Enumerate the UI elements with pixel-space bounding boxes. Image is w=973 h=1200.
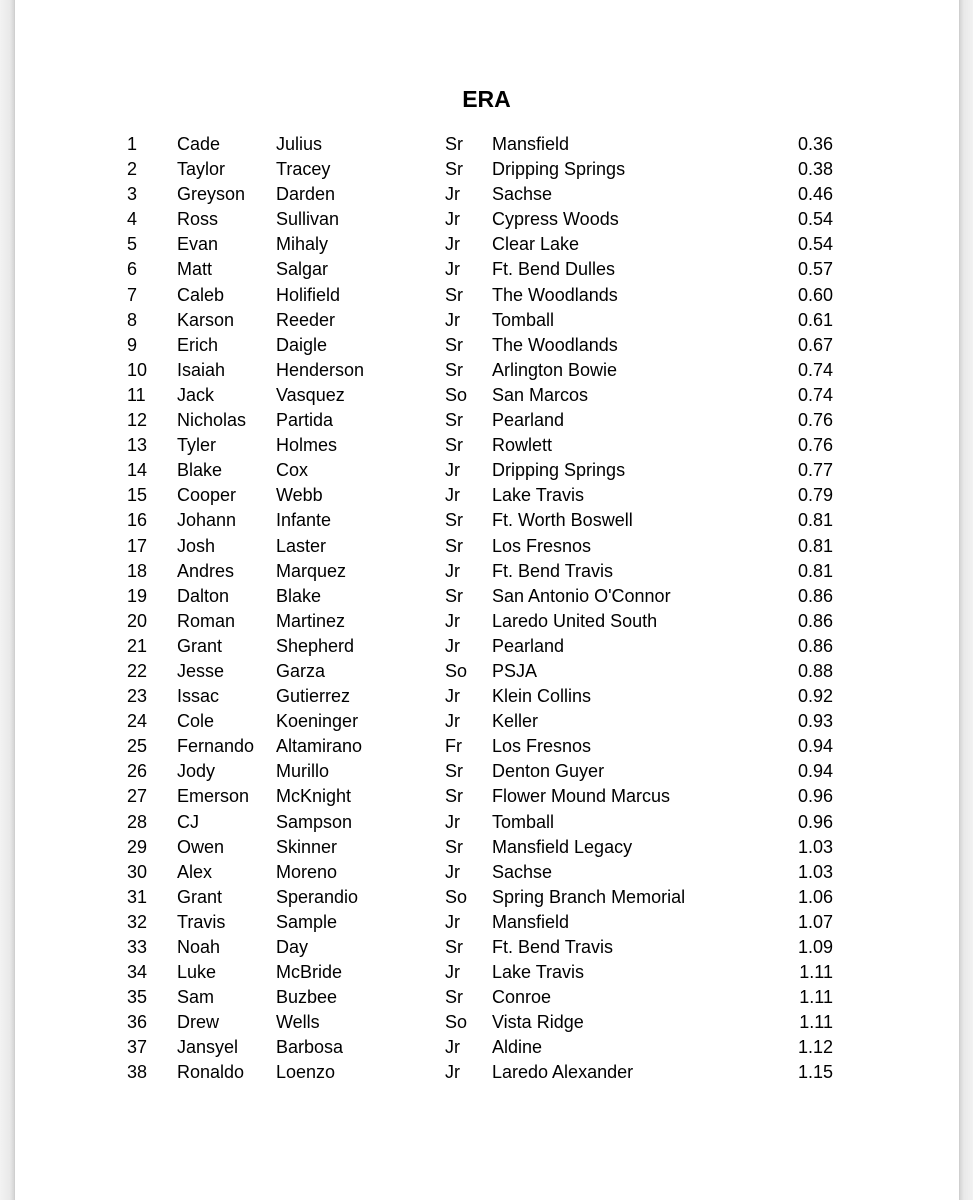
era-value-cell: 1.11 (799, 1012, 833, 1033)
era-value-cell: 0.57 (797, 259, 833, 280)
last-name-cell: Marquez (276, 560, 347, 581)
last-name-cell: Mihaly (276, 234, 329, 255)
class-year-cell: So (445, 384, 468, 405)
first-name-cell: Andres (177, 560, 235, 581)
class-year-cell: Sr (445, 284, 463, 305)
school-cell: Pearland (492, 635, 565, 656)
school-cell: Keller (492, 711, 539, 732)
first-name-cell: Sam (177, 987, 215, 1008)
era-value-cell: 0.77 (797, 460, 833, 481)
table-row (0, 458, 973, 483)
table-row (0, 232, 973, 257)
first-name-cell: Josh (177, 535, 216, 556)
last-name-cell: Sullivan (276, 209, 340, 230)
era-value-cell: 0.76 (797, 410, 833, 431)
last-name-cell: Barbosa (276, 1037, 344, 1058)
school-cell: San Marcos (492, 384, 589, 405)
era-value-cell: 0.96 (797, 786, 833, 807)
rank-cell: 22 (127, 660, 148, 681)
table-row (0, 257, 973, 282)
class-year-cell: Jr (445, 686, 460, 707)
rank-cell: 16 (127, 510, 148, 531)
era-value-cell: 0.46 (797, 184, 833, 205)
rank-cell: 34 (127, 962, 148, 983)
class-year-cell: Sr (445, 359, 463, 380)
class-year-cell: Sr (445, 987, 463, 1008)
era-value-cell: 0.54 (797, 209, 833, 230)
last-name-cell: Murillo (276, 761, 330, 782)
school-cell: Clear Lake (492, 234, 580, 255)
first-name-cell: Matt (177, 259, 213, 280)
rank-cell: 33 (127, 937, 148, 957)
first-name-cell: Johann (177, 510, 237, 531)
table-row (0, 132, 973, 157)
table-row (0, 508, 973, 533)
last-name-cell: Holmes (276, 435, 338, 456)
class-year-cell: Jr (445, 259, 460, 280)
class-year-cell: Jr (445, 209, 460, 230)
school-cell: Mansfield (492, 911, 570, 932)
last-name-cell: Tracey (276, 159, 331, 180)
school-cell: Cypress Woods (492, 209, 619, 230)
era-value-cell: 1.03 (797, 836, 833, 857)
era-value-cell: 0.86 (797, 585, 833, 606)
era-value-cell: 1.09 (797, 937, 833, 957)
era-value-cell: 0.61 (797, 309, 833, 330)
rank-cell: 36 (127, 1012, 148, 1033)
era-value-cell: 0.86 (797, 610, 833, 631)
rank-cell: 27 (127, 786, 148, 807)
last-name-cell: Garza (276, 660, 326, 681)
rank-cell: 23 (127, 686, 148, 707)
rank-cell: 35 (127, 987, 148, 1008)
school-cell: Vista Ridge (492, 1012, 584, 1033)
class-year-cell: So (445, 660, 468, 681)
school-cell: Aldine (492, 1037, 543, 1058)
table-row (0, 985, 973, 1010)
class-year-cell: Sr (445, 836, 463, 857)
school-cell: PSJA (492, 660, 538, 681)
first-name-cell: Taylor (177, 159, 226, 180)
class-year-cell: Sr (445, 510, 463, 531)
rank-cell: 30 (127, 861, 148, 882)
class-year-cell: Sr (445, 134, 463, 154)
rank-cell: 37 (127, 1037, 148, 1058)
first-name-cell: Roman (177, 610, 236, 631)
last-name-cell: Partida (276, 410, 334, 431)
era-leaderboard-table (0, 132, 973, 1086)
first-name-cell: Alex (177, 861, 213, 882)
first-name-cell: Ross (177, 209, 219, 230)
first-name-cell: Issac (177, 686, 220, 707)
rank-cell: 31 (127, 886, 148, 907)
class-year-cell: Jr (445, 485, 460, 506)
first-name-cell: Blake (177, 460, 223, 481)
rank-cell: 13 (127, 435, 148, 456)
era-value-cell: 1.15 (797, 1062, 833, 1083)
class-year-cell: Jr (445, 861, 460, 882)
class-year-cell: Sr (445, 159, 463, 180)
school-cell: Laredo United South (492, 610, 658, 631)
last-name-cell: Henderson (276, 359, 365, 380)
era-value-cell: 0.76 (797, 435, 833, 456)
table-row (0, 283, 973, 308)
school-cell: Spring Branch Memorial (492, 886, 686, 907)
last-name-cell: Martinez (276, 610, 346, 631)
table-row (0, 960, 973, 985)
school-cell: The Woodlands (492, 284, 618, 305)
rank-cell: 14 (127, 460, 148, 481)
table-row (0, 157, 973, 182)
era-value-cell: 0.60 (797, 284, 833, 305)
era-value-cell: 0.36 (797, 134, 833, 154)
first-name-cell: Cole (177, 711, 215, 732)
class-year-cell: Jr (445, 635, 460, 656)
first-name-cell: Erich (177, 334, 219, 355)
rank-cell: 38 (127, 1062, 148, 1083)
table-row (0, 358, 973, 383)
first-name-cell: Evan (177, 234, 219, 255)
rank-cell: 12 (127, 410, 148, 431)
class-year-cell: Sr (445, 535, 463, 556)
last-name-cell: Shepherd (276, 635, 355, 656)
rank-cell: 2 (127, 159, 138, 180)
first-name-cell: CJ (177, 811, 199, 832)
era-value-cell: 1.11 (799, 962, 833, 983)
school-cell: Rowlett (492, 435, 553, 456)
rank-cell: 17 (127, 535, 148, 556)
class-year-cell: Jr (445, 911, 460, 932)
first-name-cell: Luke (177, 962, 217, 983)
era-value-cell: 0.92 (797, 686, 833, 707)
class-year-cell: Sr (445, 937, 463, 957)
last-name-cell: Wells (276, 1012, 320, 1033)
school-cell: Pearland (492, 410, 565, 431)
table-row (0, 207, 973, 232)
rank-cell: 5 (127, 234, 138, 255)
rank-cell: 3 (127, 184, 138, 205)
last-name-cell: Sperandio (276, 886, 359, 907)
era-value-cell: 0.79 (797, 485, 833, 506)
last-name-cell: Moreno (276, 861, 338, 882)
first-name-cell: Jack (177, 384, 215, 405)
first-name-cell: Grant (177, 635, 223, 656)
era-value-cell: 0.88 (797, 660, 833, 681)
table-row (0, 408, 973, 433)
era-value-cell: 1.11 (799, 987, 833, 1008)
first-name-cell: Karson (177, 309, 235, 330)
table-row (0, 709, 973, 734)
class-year-cell: Jr (445, 1062, 460, 1083)
rank-cell: 26 (127, 761, 148, 782)
class-year-cell: Jr (445, 460, 460, 481)
table-row (0, 308, 973, 333)
rank-cell: 28 (127, 811, 148, 832)
last-name-cell: Cox (276, 460, 309, 481)
school-cell: Klein Collins (492, 686, 592, 707)
school-cell: The Woodlands (492, 334, 618, 355)
era-value-cell: 0.81 (797, 510, 833, 531)
last-name-cell: Altamirano (276, 736, 363, 757)
table-row (0, 684, 973, 709)
school-cell: Ft. Worth Boswell (492, 510, 633, 531)
era-value-cell: 0.81 (797, 535, 833, 556)
school-cell: Mansfield Legacy (492, 836, 633, 857)
table-row (0, 784, 973, 809)
class-year-cell: Fr (445, 736, 462, 757)
first-name-cell: Cooper (177, 485, 237, 506)
last-name-cell: Loenzo (276, 1062, 336, 1083)
rank-cell: 24 (127, 711, 148, 732)
first-name-cell: Tyler (177, 435, 217, 456)
last-name-cell: Julius (276, 134, 323, 154)
class-year-cell: Jr (445, 234, 460, 255)
school-cell: Tomball (492, 309, 555, 330)
school-cell: Los Fresnos (492, 736, 592, 757)
last-name-cell: Koeninger (276, 711, 359, 732)
class-year-cell: Sr (445, 585, 463, 606)
table-row (0, 759, 973, 784)
table-row (0, 634, 973, 659)
class-year-cell: Sr (445, 435, 463, 456)
rank-cell: 4 (127, 209, 138, 230)
school-cell: Dripping Springs (492, 159, 626, 180)
school-cell: Lake Travis (492, 962, 585, 983)
first-name-cell: Emerson (177, 786, 250, 807)
first-name-cell: Drew (177, 1012, 220, 1033)
table-row (0, 910, 973, 935)
last-name-cell: Sample (276, 911, 338, 932)
last-name-cell: Holifield (276, 284, 341, 305)
class-year-cell: Jr (445, 610, 460, 631)
class-year-cell: Sr (445, 410, 463, 431)
table-row (0, 1010, 973, 1035)
era-value-cell: 0.93 (797, 711, 833, 732)
last-name-cell: Darden (276, 184, 336, 205)
school-cell: Sachse (492, 861, 553, 882)
era-value-cell: 0.86 (797, 635, 833, 656)
rank-cell: 6 (127, 259, 138, 280)
table-row (0, 609, 973, 634)
school-cell: Flower Mound Marcus (492, 786, 671, 807)
school-cell: Sachse (492, 184, 553, 205)
school-cell: Dripping Springs (492, 460, 626, 481)
rank-cell: 25 (127, 736, 148, 757)
era-value-cell: 0.54 (797, 234, 833, 255)
table-row (0, 935, 973, 960)
school-cell: Denton Guyer (492, 761, 605, 782)
rank-cell: 1 (127, 134, 138, 154)
last-name-cell: Sampson (276, 811, 353, 832)
table-row (0, 333, 973, 358)
class-year-cell: Jr (445, 711, 460, 732)
first-name-cell: Nicholas (177, 410, 247, 431)
class-year-cell: So (445, 886, 468, 907)
first-name-cell: Owen (177, 836, 225, 857)
last-name-cell: Skinner (276, 836, 338, 857)
era-value-cell: 0.67 (797, 334, 833, 355)
last-name-cell: Infante (276, 510, 332, 531)
first-name-cell: Jody (177, 761, 216, 782)
first-name-cell: Caleb (177, 284, 225, 305)
rank-cell: 29 (127, 836, 148, 857)
class-year-cell: Jr (445, 811, 460, 832)
era-value-cell: 0.81 (797, 560, 833, 581)
last-name-cell: Day (276, 937, 309, 957)
rank-cell: 8 (127, 309, 138, 330)
table-row (0, 383, 973, 408)
school-cell: Los Fresnos (492, 535, 592, 556)
rank-cell: 10 (127, 359, 148, 380)
table-row (0, 1035, 973, 1060)
first-name-cell: Greyson (177, 184, 246, 205)
class-year-cell: Jr (445, 1037, 460, 1058)
class-year-cell: Jr (445, 309, 460, 330)
class-year-cell: Sr (445, 334, 463, 355)
table-row (0, 182, 973, 207)
first-name-cell: Dalton (177, 585, 230, 606)
last-name-cell: Webb (276, 485, 323, 506)
table-row (0, 659, 973, 684)
table-row (0, 885, 973, 910)
rank-cell: 18 (127, 560, 148, 581)
era-value-cell: 0.74 (797, 359, 833, 380)
school-cell: Conroe (492, 987, 552, 1008)
rank-cell: 15 (127, 485, 148, 506)
rank-cell: 19 (127, 585, 148, 606)
last-name-cell: Salgar (276, 259, 329, 280)
last-name-cell: McKnight (276, 786, 352, 807)
school-cell: Tomball (492, 811, 555, 832)
era-value-cell: 0.94 (797, 761, 833, 782)
class-year-cell: Jr (445, 962, 460, 983)
school-cell: Lake Travis (492, 485, 585, 506)
last-name-cell: Vasquez (276, 384, 345, 405)
era-value-cell: 1.06 (797, 886, 833, 907)
last-name-cell: Gutierrez (276, 686, 351, 707)
last-name-cell: Buzbee (276, 987, 338, 1008)
rank-cell: 9 (127, 334, 138, 355)
era-value-cell: 0.94 (797, 736, 833, 757)
school-cell: Laredo Alexander (492, 1062, 634, 1083)
table-row (0, 559, 973, 584)
table-row (0, 584, 973, 609)
table-row (0, 534, 973, 559)
last-name-cell: Blake (276, 585, 322, 606)
table-row (0, 810, 973, 835)
era-value-cell: 1.07 (797, 911, 833, 932)
table-row (0, 1060, 973, 1085)
rank-cell: 32 (127, 911, 148, 932)
era-value-cell: 1.03 (797, 861, 833, 882)
table-row (0, 734, 973, 759)
table-row (0, 860, 973, 885)
rank-cell: 21 (127, 635, 148, 656)
school-cell: Ft. Bend Travis (492, 937, 614, 957)
school-cell: Arlington Bowie (492, 359, 618, 380)
class-year-cell: Jr (445, 560, 460, 581)
school-cell: Ft. Bend Travis (492, 560, 614, 581)
first-name-cell: Isaiah (177, 359, 226, 380)
era-value-cell: 0.38 (797, 159, 833, 180)
first-name-cell: Cade (177, 134, 221, 154)
first-name-cell: Fernando (177, 736, 255, 757)
class-year-cell: Jr (445, 184, 460, 205)
page-title: ERA (462, 86, 511, 112)
first-name-cell: Jesse (177, 660, 225, 681)
table-row (0, 835, 973, 860)
first-name-cell: Ronaldo (177, 1062, 245, 1083)
school-cell: Mansfield (492, 134, 570, 154)
table-row (0, 433, 973, 458)
first-name-cell: Travis (177, 911, 226, 932)
rank-cell: 11 (127, 384, 146, 405)
class-year-cell: So (445, 1012, 468, 1033)
era-value-cell: 0.96 (797, 811, 833, 832)
rank-cell: 20 (127, 610, 148, 631)
last-name-cell: Reeder (276, 309, 336, 330)
class-year-cell: Sr (445, 761, 463, 782)
first-name-cell: Jansyel (177, 1037, 239, 1058)
era-value-cell: 1.12 (797, 1037, 833, 1058)
rank-cell: 7 (127, 284, 138, 305)
first-name-cell: Noah (177, 937, 221, 957)
last-name-cell: Daigle (276, 334, 328, 355)
school-cell: Ft. Bend Dulles (492, 259, 616, 280)
last-name-cell: McBride (276, 962, 343, 983)
first-name-cell: Grant (177, 886, 223, 907)
school-cell: San Antonio O'Connor (492, 585, 671, 606)
class-year-cell: Sr (445, 786, 463, 807)
last-name-cell: Laster (276, 535, 327, 556)
table-row (0, 483, 973, 508)
era-value-cell: 0.74 (797, 384, 833, 405)
